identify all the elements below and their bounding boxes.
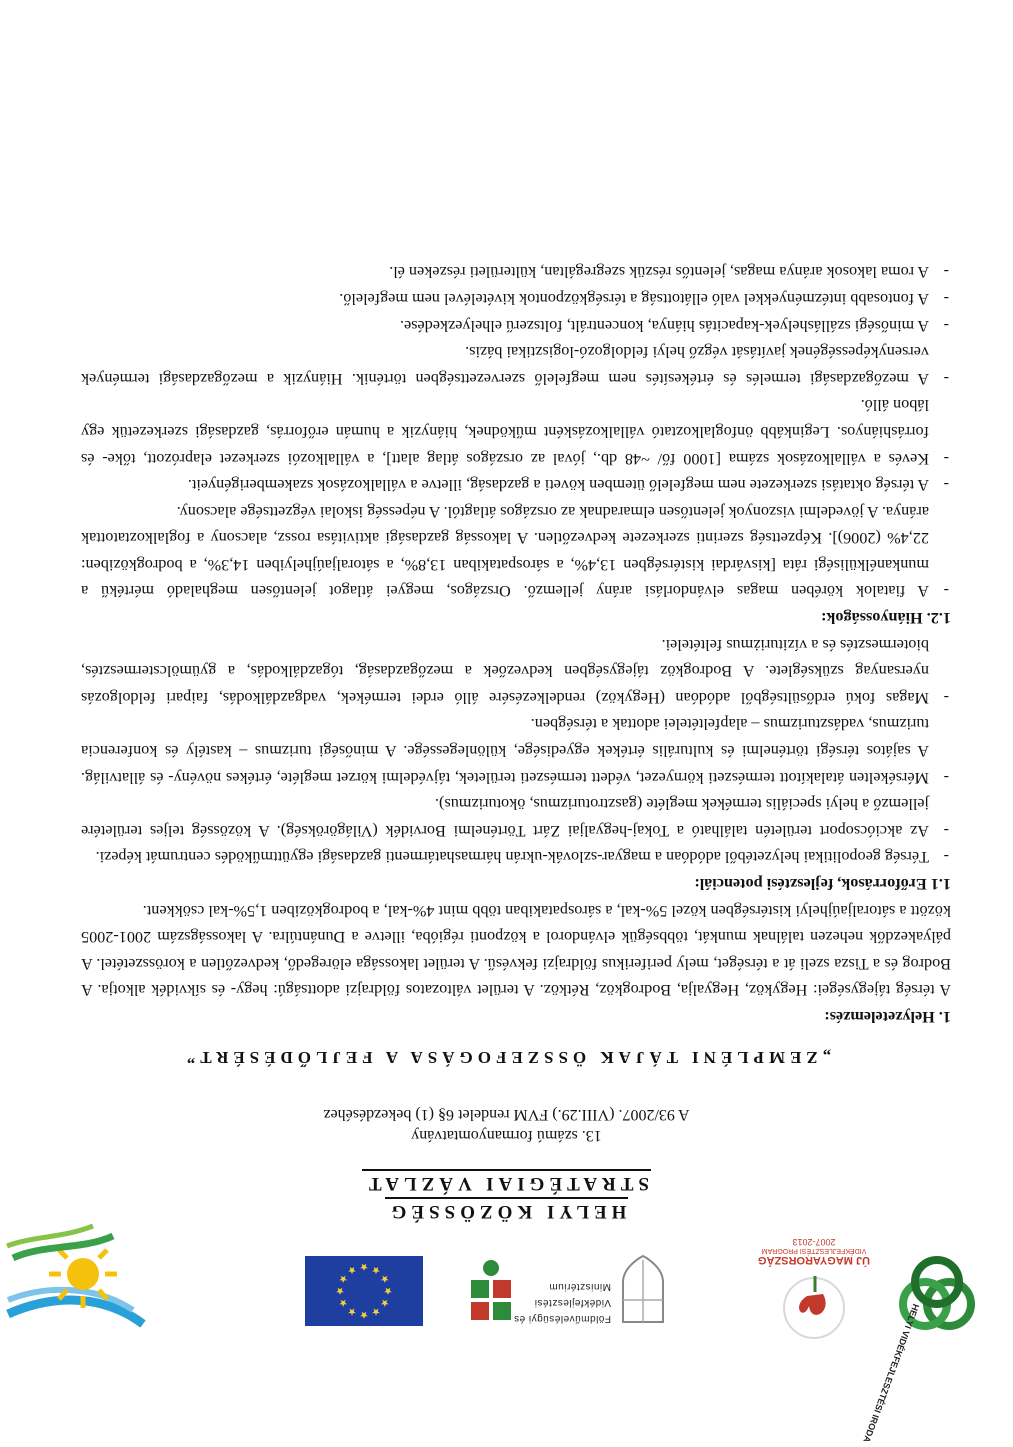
list-item: - A fiatalok körében magas elvándorlási arány jellemző. Országos, megyei átlagot jelentősen meghaladó mértékű a munkanélküliségi ráta [kisvárdai kistérségben 13,4%, a sárospatakiban 13,8%, a sátoraljaújhelyiben 14,3%, a bodrogköziben: 22,4% (2006)]. Képzettség szerinti szerkezete kedvezőtlen. A lakosság gazdasági aktivitása rossz, alacsony a foglalkoztatottak aránya. A jövedelmi viszonyok jelentősen elmaradnak az országos átlagtól. A népesség iskolai végzettsége alacsony. — [81, 498, 951, 604]
ministry-crest-icon — [613, 1250, 673, 1330]
document-body — [81, 259, 951, 1030]
list-item: - Mérsékelten átalakított természeti környezet, védett természeti területek, tájvédelmi körzet megléte, értékes növény- és állatvilág. A sajátos térségi történelmi és kulturális értékek egyedisége, különlegessége. A minőségi turizmus – kastély és konferencia turizmus, vadászturizmus – alapfeltételei adottak a térségben. — [81, 711, 951, 791]
ministry-emblem-icon — [463, 1256, 515, 1326]
section-1-paragraph: A térség tájegységei: Hegyköz, Hegyalja, Bodrogköz, Rétköz. A terület változatos földrajzi adottságú: hegy- és síkvidék alkotja. A Bodrog és a Tisza szeli át a térséget, mely periferikus földrajzi fekvésű. A terület lakossága elöregedő, kedvezőtlen a korösszetétel. A pályakezdők nehezen találnak munkát, többségük elvándorol a központi régióba, illetve a Dunántúlra. A lakosságszám 2001-2005 között a sátoraljaújhelyi kistérségben közel 5%-kal, a sárospatakiban több mint 4%-kal, a bodrogköziben 1,5%-kal csökkent. — [81, 901, 951, 1000]
section-1-2-heading: 1.2. Hiányosságok: — [821, 609, 951, 628]
regulation-reference: A 93/2007. (VIII.29.) FVM rendelet 6§ (1) bekezdéséhez — [323, 1106, 690, 1123]
eu-stars-icon — [305, 1256, 423, 1326]
list-item: - Térség geopolitikai helyzetéből adódóan a magyar-szlovák-ukrán hármashatármenti gazdasági együttműködés centrumát képezi. — [81, 844, 951, 871]
list-item: - A minőségi szálláshelyek-kapacitás hiánya, koncentrált, foltszerű elhelyezkedése. — [81, 312, 951, 339]
ministry-line-3: Minisztérium — [548, 1281, 611, 1292]
header-title-1: HELYI KÖZÖSSÉG — [385, 1197, 629, 1222]
logo-row — [0, 1214, 1013, 1444]
action-group-logo — [3, 1214, 153, 1354]
umvp-years: 2007-2013 — [792, 1237, 836, 1247]
section-1-1-heading: 1.1 Erőforrások, fejlesztési potenciál: — [694, 875, 951, 894]
ministry-line-1: Földművelésügyi és — [513, 1313, 611, 1324]
list-item: - Kevés a vállalkozások száma [1000 fő/ ~48 db., jóval az országos átlag alatt], a vállalkozói szerkezet elaprózott, tőke- és forráshiányos. Leginkább önfoglalkoztató vállalkozásként működnek, hiányzik a humán erőforrás, gazdasági szerkezetük egy lábon álló. — [81, 392, 951, 472]
list-item: - Magas fokú erdősültségből adódóan (Hegyköz) rendelkezésére álló erdei termékek, vadgazdálkodás, faipari feldolgozás nyersanyag szükséglete. A Bodrogköz tájegységben kedvezőek a mezőgazdaság, tógazdálkodás, a gyümölcstermesztés, biotermesztés és a vízituriżmus feltételei. — [81, 631, 951, 711]
slogan: „ZEMPLÉNI TÁJAK ÖSSZEFOGÁSA A FEJLŐDÉSÉRT” — [181, 1048, 832, 1067]
list-item: - Az akciócsoport területén található a Tokaj-hegyaljai Zárt Történelmi Borvidék (Világörökség). A közösség teljes területére jellemző a helyi speciális termékek megléte (gasztroturizmus, ökoturizmus). — [81, 791, 951, 844]
list-item: - A fontosabb intézményekkel való ellátottság a térségközpontok kivételével nem megfelelő. — [81, 285, 951, 312]
sun-landscape-icon — [3, 1214, 153, 1354]
list-item: - A roma lakosok aránya magas, jelentős részük szegregáltan, külterületi részeken él. — [81, 259, 951, 286]
umvp-program: VIDÉKFEJLESZTÉSI PROGRAM — [761, 1247, 867, 1254]
ministry-line-2: Vidékfejlesztési — [534, 1297, 611, 1308]
leader-caption: HELYI VIDÉKFEJLESZTÉSI IRODA — [861, 1302, 921, 1444]
list-item: - A mezőgazdasági termelés és értékesítés nem megfelelő szervezettségben történik. Hiányzik a mezőgazdasági termények versenyképességének javítását végző helyi feldolgozó-logisztikai bázis. — [81, 339, 951, 392]
list-item: - A térség oktatási szerkezete nem megfelelő ütemben követi a gazdaság, illetve a vállalkozások szakemberigényeit. — [81, 472, 951, 499]
leader-rings-icon — [881, 1236, 991, 1346]
section-1-heading: 1. Helyzetelemzés: — [824, 1008, 951, 1026]
header-title-2: STRATÉGIAI VÁZLAT — [362, 1169, 651, 1194]
ministry-logo — [463, 1249, 673, 1334]
umvp-name: ÚJ MAGYARORSZÁG — [757, 1254, 871, 1266]
leader-logo — [861, 1236, 991, 1444]
umvp-logo — [755, 1222, 873, 1342]
eu-flag — [305, 1256, 423, 1326]
form-number: 13. számú formanyomtatvány — [411, 1127, 602, 1144]
